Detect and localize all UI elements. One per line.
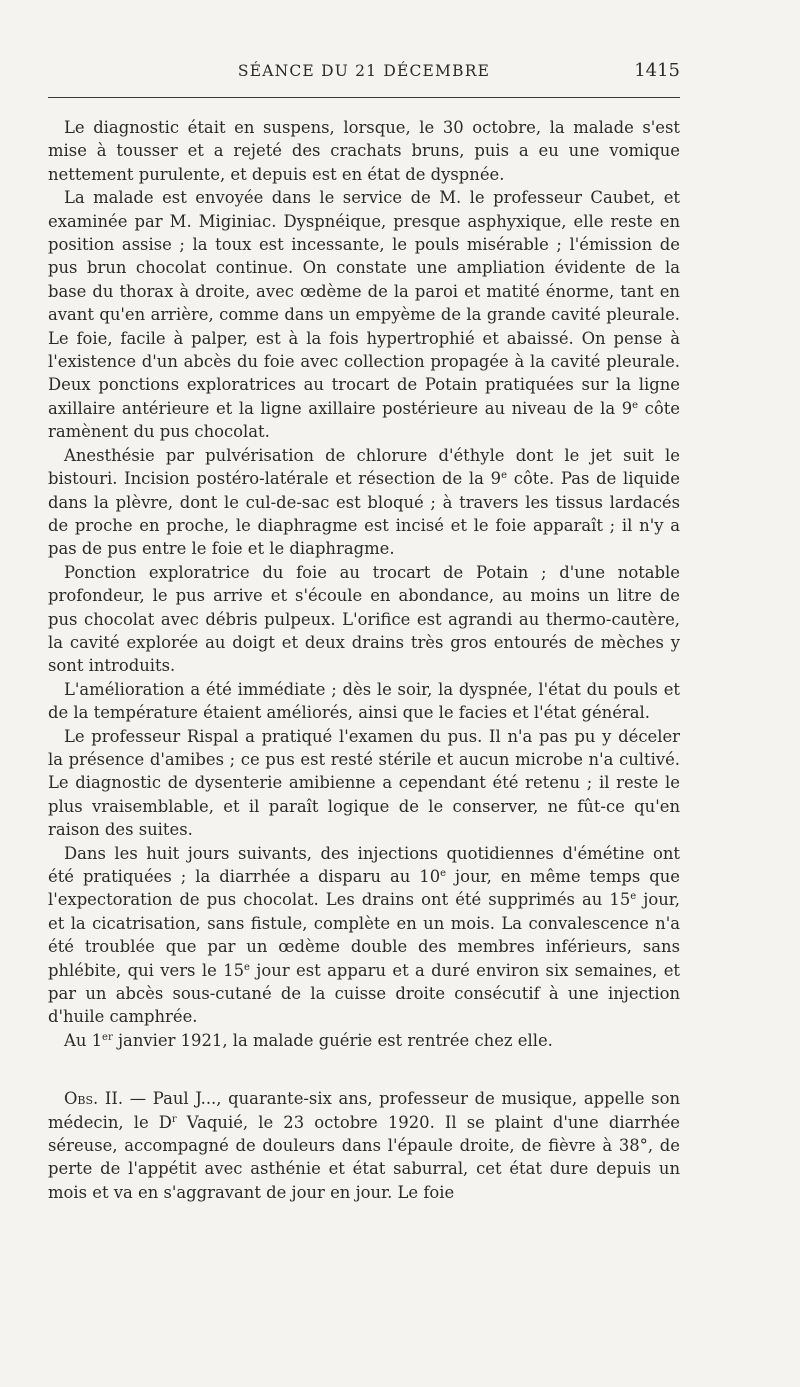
paragraph-follow-up: Dans les huit jours suivants, des injections quotidiennes d'émétine ont été pratiquées ; la diarrhée a disparu au 10e jour, en même temps que l'expectoration de pus chocolat. Les drains ont été supprimés au 15e jour, et la cicatrisation, sans fistule, complète en un mois. La convalescence n'a été troublée que par un œdème double des membres inférieurs, sans phlébite, qui vers le 15e jour est apparu et a duré environ six semaines, et par un abcès sous-cutané de la cuisse droite consécutif à une injection d'huile camphrée. — [48, 843, 681, 1027]
observation-label: Obs. II. — [64, 1089, 124, 1109]
page-header — [48, 58, 680, 84]
paragraph-diagnostic: Le diagnostic était en suspens, lorsque, le 30 octobre, la malade s'est mise à tousser et a rejeté des crachats bruns, puis a eu une vomique nettement purulente, et depuis est en état de dyspnée. — [48, 118, 680, 184]
header-rule — [48, 97, 680, 98]
paragraph-pus-exam: Le professeur Rispal a pratiqué l'examen du pus. Il n'a pas pu y déceler la présence d'amibes ; ce pus est resté stérile et aucun microbe n'a cultivé. Le diagnostic de dysenterie amibienne a cependant été retenu ; il reste le plus vraisemblable, et il paraît logique de le conserver, ne fût-ce qu'en raison des suites. — [48, 726, 680, 840]
paragraph-improvement: L'amélioration a été immédiate ; dès le soir, la dyspnée, l'état du pouls et de la température étaient améliorés, ainsi que le facies et l'état général. — [48, 679, 680, 723]
paragraph-observation-2: Obs. II. — Paul J..., quarante-six ans, professeur de musique, appelle son médecin, le $D^r$ Vaquié, le 23 octobre 1920. Il se plaint d'une diarrhée séreuse, accompagné de douleurs dans l'épaule droite, de fièvre à 38°, de perte de l'appétit avec asthénie et état saburral, cet état dure depuis un mois et va en s'aggravant de jour en jour. Le foie — [48, 1089, 680, 1202]
paragraph-admission: La malade est envoyée dans le service de M. le professeur Caubet, et examinée par M. Miginiac. Dyspnéique, presque asphyxique, elle reste en position assise ; la toux est incessante, le pouls misérable ; l'émission de pus brun chocolat continue. On constate une ampliation évidente de la base du thorax à droite, avec œdème de la paroi et matité énorme, tant en avant qu'en arrière, comme dans un empyème de la grande cavité pleurale. Le foie, facile à palper, est à la fois hypertrophié et abaissé. On pense à l'existence d'un abcès du foie avec collection propagée à la cavité pleurale. Deux ponctions exploratrices au trocart de Potain pratiquées sur la ligne axillaire antérieure et la ligne axillaire postérieure au niveau de la 9e côte ramènent du pus chocolat. — [48, 188, 680, 442]
page-number: 1415 — [634, 60, 680, 81]
body-text — [48, 116, 680, 1204]
paragraph-puncture: Ponction exploratrice du foie au trocart de Potain ; d'une notable profondeur, le pus arrive et s'écoule en abondance, au moins un litre de pus chocolat avec débris pulpeux. L'orifice est agrandi au thermo-cautère, la cavité explorée au doigt et deux drains très gros entourés de mèches y sont introduits. — [48, 562, 680, 676]
paragraph-operation: Anesthésie par pulvérisation de chlorure d'éthyle dont le jet suit le bistouri. Incision postéro-latérale et résection de la 9e côte. Pas de liquide dans la plèvre, dont le cul-de-sac est bloqué ; à travers les tissus lardacés de proche en proche, le diaphragme est incisé et le foie apparaît ; il n'y a pas de pus entre le foie et le diaphragme. — [48, 445, 680, 559]
running-title: SÉANCE DU 21 DÉCEMBRE — [237, 62, 491, 80]
paragraph-discharge: Au 1er janvier 1921, la malade guérie est rentrée chez elle. — [64, 1030, 553, 1050]
